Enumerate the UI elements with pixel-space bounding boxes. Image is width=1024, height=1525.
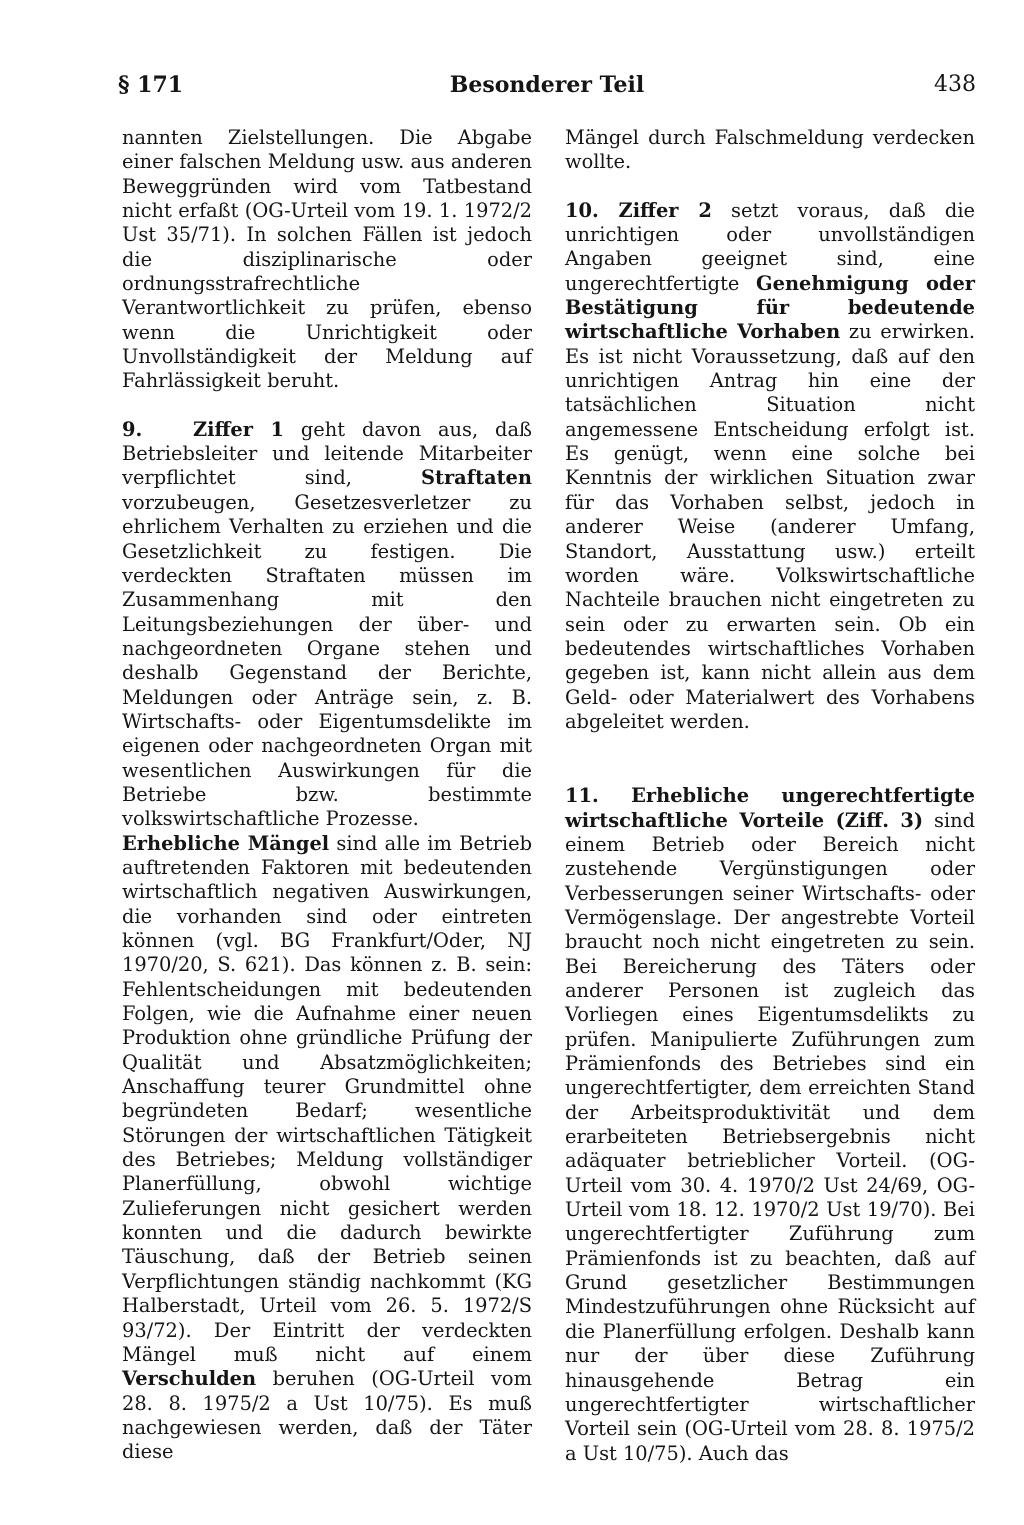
- paragraph-text: sind alle im Betrieb auftretenden Faktoren mit bedeutenden wirtschaftlich negativen Auswirkungen, die vorhanden sind oder eintreten können (vgl. BG Frankfurt/Oder, NJ 1970/20, S. 621). Das können z. B. sein: Fehlentscheidungen mit bedeutenden Folgen, wie die Aufnahme einer neuen Produktion ohne gründliche Prüfung der Qualität und Absatzmöglichkeiten; Anschaffung teurer Grundmittel ohne begründeten Bedarf; wesentliche Störungen der wirtschaftlichen Tätigkeit des Betriebes; Meldung vollständiger Planerfüllung, obwohl wichtige Zulieferungen nicht gesichert werden konnten und die dadurch bewirkte Täuschung, daß der Betrieb seinen Verpflichtungen ständig nachkommt (KG Halberstadt, Urteil vom 26. 5. 1972/S 93/72). Der Eintritt der verdeckten Mängel muß nicht auf einem: [122, 831, 532, 1366]
- running-title: Besonderer Teil: [449, 72, 645, 98]
- paragraph-text: vorzubeugen, Gesetzesverletzer zu ehrlichem Verhalten zu erziehen und die Gesetzlichkeit zu festigen. Die verdeckten Straftaten müssen im Zusammenhang mit den Leitungsbeziehungen der über- und nachgeordneten Organe stehen und deshalb Gegenstand der Berichte, Meldungen oder Anträge sein, z. B. Wirtschafts- oder Eigentumsdelikte im eigenen oder nachgeordneten Organ mit wesentlichen Auswirkungen für die Betriebe bzw. bestimmte volkswirtschaftliche Prozesse.: [122, 490, 532, 831]
- section-marker: § 171: [118, 72, 184, 98]
- bold-term: Genehmigung oder Bestätigung für bedeutende wirtschaftliche Vorhaben: [565, 271, 975, 344]
- paragraph-note-10: [565, 199, 975, 735]
- paragraph-text: beruhen (OG-Urteil vom 28. 8. 1975/2 a Ust 10/75). Es muß nachgewiesen werden, daß der Täter diese: [122, 1367, 532, 1464]
- note-number: 9.: [122, 417, 143, 441]
- paragraph-erhebliche-maengel: [122, 832, 532, 1465]
- bold-term: Straftaten: [421, 466, 532, 490]
- page-header: [118, 72, 976, 112]
- paragraph-note-9: [122, 418, 532, 832]
- paragraph-note-11: [565, 784, 975, 1466]
- paragraph-continuation: nannten Zielstellungen. Die Abgabe einer falschen Meldung usw. aus anderen Beweggründen wird vom Tatbestand nicht erfaßt (OG-Urteil vom 19. 1. 1972/2 Ust 35/71). In solchen Fällen ist jedoch die disziplinarische oder ordnungsstrafrechtliche Verantwortlichkeit zu prüfen, ebenso wenn die Unrichtigkeit oder Unvollständigkeit der Meldung auf Fahrlässigkeit beruht.: [122, 126, 532, 393]
- note-number: 10. Ziffer 2: [565, 198, 712, 222]
- paragraph-text: sind einem Betrieb oder Bereich nicht zustehende Vergünstigungen oder Verbesserungen seiner Wirtschafts- oder Vermögenslage. Der angestrebte Vorteil braucht noch nicht eingetreten zu sein. Bei Bereicherung des Täters oder anderer Personen ist zugleich das Vorliegen eines Eigentumsdelikts zu prüfen. Manipulierte Zuführungen zum Prämienfonds des Betriebes sind ein ungerechtfertigter, dem erreichten Stand der Arbeitsproduktivität und dem erarbeiteten Betriebsergebnis nicht adäquater betrieblicher Vorteil. (OG-Urteil vom 30. 4. 1970/2 Ust 24/69, OG-Urteil vom 18. 12. 1970/2 Ust 19/70). Bei ungerechtfertigter Zuführung zum Prämienfonds ist zu beachten, daß auf Grund gesetzlicher Bestimmungen Mindestzuführungen ohne Rücksicht auf die Planerfüllung erfolgen. Deshalb kann nur der über diese Zuführung hinausgehende Betrag ein ungerechtfertigter wirtschaftlicher Vorteil sein (OG-Urteil vom 28. 8. 1975/2 a Ust 10/75). Auch das: [565, 808, 976, 1465]
- bold-term: Verschulden: [122, 1367, 257, 1391]
- bold-term: Ziffer 1: [193, 417, 284, 441]
- paragraph-text: geht davon aus, daß Betriebsleiter und leitende Mitarbeiter verpflichtet sind,: [122, 417, 532, 490]
- page-number: 438: [934, 72, 976, 97]
- bold-term: Erhebliche Mängel: [122, 831, 330, 855]
- bold-term: 11. Erhebliche ungerechtfertigte wirtschaftliche Vorteile (Ziff. 3): [565, 784, 975, 832]
- left-column: [122, 126, 532, 1465]
- paragraph-text: setzt voraus, daß die unrichtigen oder unvollständigen Angaben geeignet sind, eine ungerechtfertigte: [565, 198, 975, 295]
- paragraph-continuation: Mängel durch Falschmeldung verdecken wollte.: [565, 126, 975, 174]
- paragraph-text: zu erwirken. Es ist nicht Voraussetzung, daß auf den unrichtigen Antrag hin eine der tatsächlichen Situation nicht angemessene Entscheidung erfolgt ist. Es genügt, wenn eine solche bei Kenntnis der wirklichen Situation zwar für das Vorhaben selbst, jedoch in anderer Weise (anderer Umfang, Standort, Ausstattung usw.) erteilt worden wäre. Volkswirtschaftliche Nachteile brauchen nicht eingetreten zu sein oder zu erwarten sein. Ob ein bedeutendes wirtschaftliches Vorhaben gegeben ist, kann nicht allein aus dem Geld- oder Materialwert des Vorhabens abgeleitet werden.: [565, 320, 975, 733]
- right-column: [565, 126, 975, 1466]
